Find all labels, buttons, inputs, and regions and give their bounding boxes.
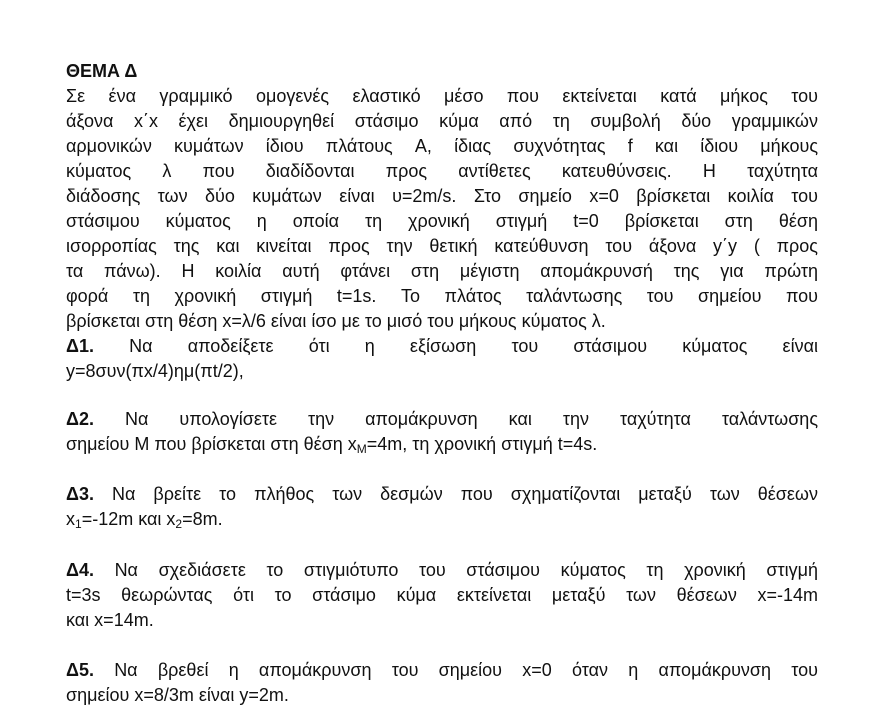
question-d3-line2: [66, 507, 818, 531]
question-d3-x1-subscript: 1: [75, 517, 82, 531]
question-d4-line3: και x=14m.: [66, 610, 154, 630]
question-d2-line: [66, 407, 818, 431]
question-d2-text-a: σημείου Μ που βρίσκεται στη θέση x: [66, 434, 357, 454]
question-d3-x1-value: =-12m και x: [81, 509, 176, 529]
question-d4-line2: t=3s θεωρώντας ότι το στάσιμο κύμα εκτείνεται μεταξύ των θέσεων x=-14m: [66, 585, 818, 605]
question-d3-text: Να βρείτε το πλήθος των δεσμών που σχηματίζονται μεταξύ των θέσεων: [111, 484, 818, 504]
intro-line: διάδοσης των δύο κυμάτων είναι υ=2m/s. Στο σημείο x=0 βρίσκεται κοιλία του: [66, 186, 818, 206]
intro-line: στάσιμου κύματος η οποία τη χρονική στιγμή t=0 βρίσκεται στη θέση: [66, 211, 818, 231]
intro-line: ισορροπίας της και κινείται προς την θετική κατεύθυνση του άξονα y΄y ( προς: [66, 236, 818, 256]
question-d4-text: Να σχεδιάσετε το στιγμιότυπο του στάσιμου κύματος τη χρονική στιγμή: [114, 560, 818, 580]
question-d1-text: Να αποδείξετε ότι η εξίσωση του στάσιμου κύματος είναι: [129, 336, 818, 356]
question-d3-x2-subscript: 2: [175, 517, 183, 531]
intro-line: άξονα x΄x έχει δημιουργηθεί στάσιμο κύμα από τη συμβολή δύο γραμμικών: [66, 111, 818, 131]
question-d3-x1: x: [66, 509, 75, 529]
question-d2-text-b: =4m, τη χρονική στιγμή t=4s.: [366, 434, 598, 454]
question-d4-line: [66, 558, 818, 582]
question-d1-equation: y=8συν(πx/4)ημ(πt/2),: [66, 361, 244, 381]
question-d1-line: [66, 334, 818, 358]
intro-line: αρμονικών κυμάτων ίδιου πλάτους A, ίδιας συχνότητας f και ίδιου μήκους: [66, 136, 818, 156]
question-d1-label: Δ1.: [66, 336, 94, 356]
question-d5-line2: σημείου x=8/3m είναι y=2m.: [66, 685, 289, 705]
question-d4-label: Δ4.: [66, 560, 94, 580]
question-d2-text: Να υπολογίσετε την απομάκρυνση και την ταχύτητα ταλάντωσης: [124, 409, 818, 429]
question-d5-text: Να βρεθεί η απομάκρυνση του σημείου x=0 όταν η απομάκρυνση του: [114, 660, 818, 680]
question-d2-line2: [66, 432, 818, 456]
question-d3-line: [66, 482, 818, 506]
question-d5-label: Δ5.: [66, 660, 94, 680]
intro-line: βρίσκεται στη θέση x=λ/6 είναι ίσο με το μισό του μήκους κύματος λ.: [66, 311, 606, 331]
intro-line: κύματος λ που διαδίδονται προς αντίθετες κατευθύνσεις. Η ταχύτητα: [66, 161, 818, 181]
problem-title: ΘΕΜΑ Δ: [66, 61, 138, 81]
question-d5-line: [66, 658, 818, 682]
intro-line: φορά τη χρονική στιγμή t=1s. Το πλάτος ταλάντωσης του σημείου που: [66, 286, 818, 306]
question-d3-x2-value: =8m.: [182, 509, 223, 529]
question-d3-label: Δ3.: [66, 484, 94, 504]
intro-line: Σε ένα γραμμικό ομογενές ελαστικό μέσο που εκτείνεται κατά μήκος του: [66, 86, 818, 106]
question-d2-label: Δ2.: [66, 409, 94, 429]
intro-line: τα πάνω). Η κοιλία αυτή φτάνει στη μέγιστη απομάκρυνσή της για πρώτη: [66, 261, 818, 281]
question-d2-subscript: M: [356, 442, 367, 456]
